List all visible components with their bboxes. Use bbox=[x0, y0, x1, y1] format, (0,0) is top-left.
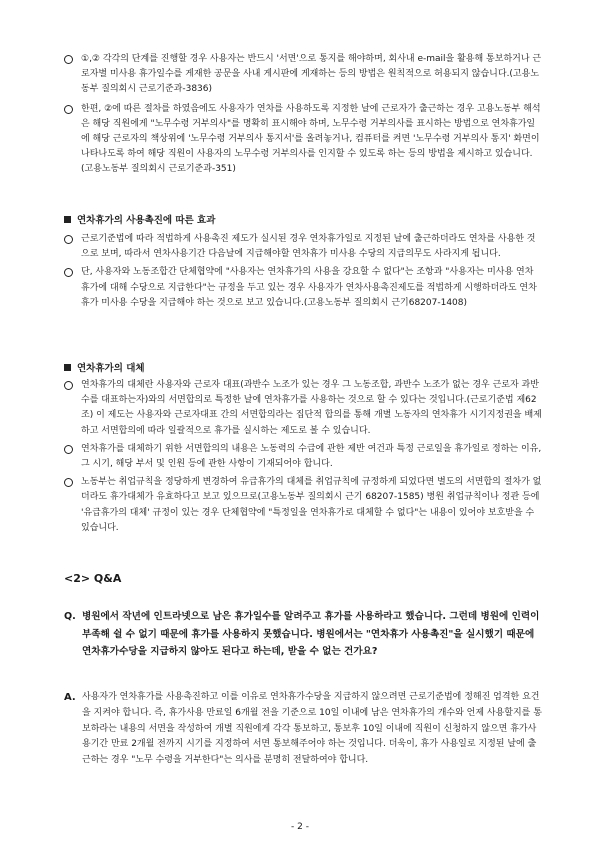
answer-block bbox=[64, 690, 544, 769]
effect-heading bbox=[64, 214, 215, 228]
qa-section-title: <2> Q&A bbox=[64, 572, 122, 585]
square-bullet-icon bbox=[64, 364, 71, 371]
intro-section bbox=[64, 52, 542, 178]
effect-bullet-2: 단, 사용자와 노동조합간 단체협약에 "사용자는 연차휴가의 사용을 강요할 수 없다"는 조항과 "사용자는 미사용 연차휴가에 대해 수당으로 지급한다"는 규정을 두고 있는 경우 사용자가 연차사용촉진제도를 적법하게 시행하더라도 연차휴가 미사용 수당을 지급해야 하는 것으로 보고 있습니다.(고용노동부 질의회시 근기68207-1408) bbox=[64, 265, 542, 311]
intro-bullet-2: 한편, ②에 따른 절차를 하였음에도 사용자가 연차를 사용하도록 지정한 날에 근로자가 출근하는 경우 고용노동부 해석은 해당 직원에게 "노무수령 거부의사"를 명확히 표시해야 하며, 노무수령 거부의사를 표시하는 방법으로 연차휴가일에 해당 근로자의 책상위에 '노무수령 거부의사 통지서'를 올려놓거나, 컴퓨터를 켜면 '노무수령 거부의사 통지' 화면이 나타나도록 하여 해당 직원이 사용자의 노무수령 거부의사를 인지할 수 있도록 하는 등의 방법을 제시하고 있습니다.(고용노동부 질의회시 근로기준과-351) bbox=[64, 102, 542, 178]
question-text: 병원에서 작년에 인트라넷으로 남은 휴가일수를 알려주고 휴가를 사용하라고 했습니다. 그런데 병원에 인력이 부족해 쉴 수 없기 때문에 휴가를 사용하지 못했습니다. 병원에서는 "연차휴가 사용촉진"을 실시했기 때문에 연차휴가수당을 지급하지 않아도 된다고 하는데, 받을 수 없는 건가요? bbox=[82, 611, 540, 657]
answer-text: 사용자가 연차휴가를 사용촉진하고 이를 이유로 연차휴가수당을 지급하지 않으려면 근로기준법에 정해진 엄격한 요건을 지켜야 합니다. 즉, 휴가사용 만료일 6개월 전을 기준으로 10일 이내에 남은 연차휴가의 개수와 언제 사용할지를 통보하라는 내용의 서면을 작성하여 개별 직원에게 각각 통보하고, 통보후 10일 이내에 직원이 신청하지 않으면 휴가사용기간 만료 2개월 전까지 시기를 지정하여 서면 통보해주어야 하는 것입니다. 더욱이, 휴가 사용일로 지정된 날에 출근하는 경우 "노무 수령을 거부한다"는 의사를 분명히 전달하여야 합니다. bbox=[82, 692, 542, 766]
replace-heading bbox=[64, 362, 145, 376]
replace-bullet-3: 노동부는 취업규칙을 정당하게 변경하여 유급휴가의 대체를 취업규칙에 규정하게 되었다면 별도의 서면합의 절차가 없더라도 휴가대체가 유효하다고 보고 있으므로(고용노동부 질의회시 근기 68207-1585) 병원 취업규칙이나 정관 등에 '유급휴가의 대체' 규정이 있는 경우 단체협약에 "특정일을 연차휴가로 대체할 수 없다"는 내용이 있어야 보호받을 수 있습니다. bbox=[64, 475, 542, 536]
question-block bbox=[64, 608, 544, 661]
effect-heading-text: 연차휴가의 사용촉진에 따른 효과 bbox=[77, 215, 216, 226]
replace-section bbox=[64, 378, 542, 536]
intro-bullet-1: ①,② 각각의 단계를 진행할 경우 사용자는 반드시 '서면'으로 통지를 해야하며, 회사내 e-mail을 활용해 통보하거나 근로자별 미사용 휴가일수를 게재한 공문을 사내 게시판에 게재하는 등의 방법은 원칙적으로 허용되지 않습니다.(고용노동부 질의회시 근로기준과-3836) bbox=[64, 52, 542, 98]
effect-section bbox=[64, 232, 542, 311]
page-number: - 2 - bbox=[291, 822, 309, 832]
replace-heading-text: 연차휴가의 대체 bbox=[77, 363, 145, 374]
replace-bullet-2: 연차휴가를 대체하기 위한 서면합의의 내용은 노동력의 수급에 관한 제반 여건과 특정 근로일을 휴가일로 정하는 이유, 그 시기, 해당 부서 및 인원 등에 관한 사항이 기재되어야 합니다. bbox=[64, 442, 542, 472]
square-bullet-icon bbox=[64, 216, 71, 223]
question-label: Q. bbox=[64, 611, 76, 622]
effect-bullet-1: 근로기준법에 따라 적법하게 사용촉진 제도가 실시된 경우 연차휴가일로 지정된 날에 출근하더라도 연차를 사용한 것으로 보며, 따라서 연차사용기간 다음날에 지급해야할 연차휴가 미사용 수당의 지급의무도 사라지게 됩니다. bbox=[64, 232, 542, 262]
answer-label: A. bbox=[64, 692, 76, 703]
replace-bullet-1: 연차휴가의 대체란 사용자와 근로자 대표(과반수 노조가 있는 경우 그 노동조합, 과반수 노조가 없는 경우 근로자 과반수를 대표하는자)와의 서면합의로 특정한 날에 연차휴가를 사용하는 것으로 할 수 있다는 것입니다.(근로기준법 제62조) 이 제도는 사용자와 근로자대표 간의 서면합의라는 집단적 합의를 통해 개별 노동자의 연차휴가 시기지정권을 배제하고 서면합의에 따라 일괄적으로 휴가를 실시하는 제도로 볼 수 있습니다. bbox=[64, 378, 542, 439]
